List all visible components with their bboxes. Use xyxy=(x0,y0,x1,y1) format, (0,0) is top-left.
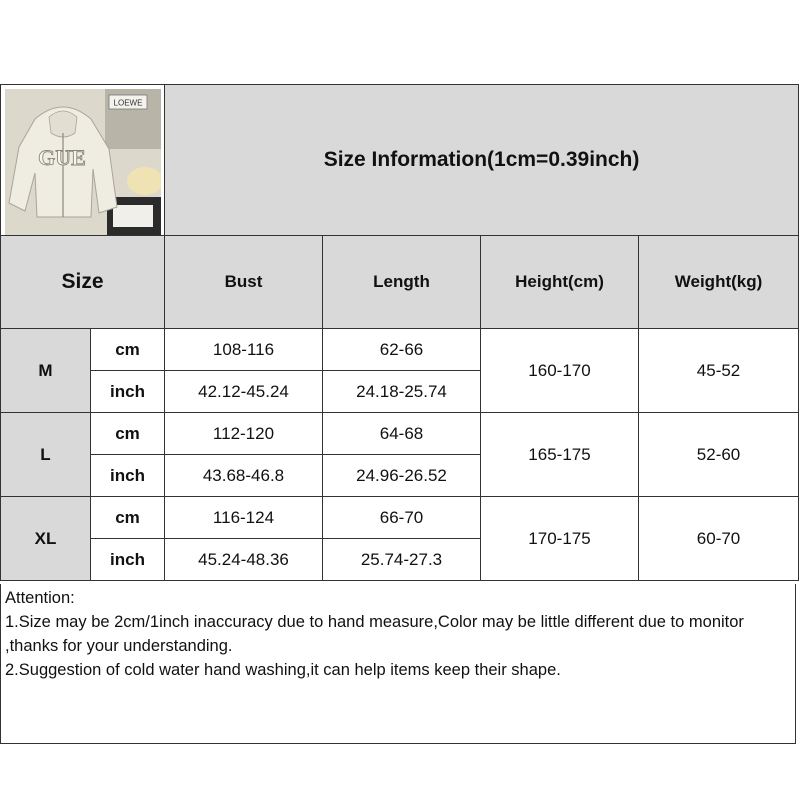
page-title: Size Information(1cm=0.39inch) xyxy=(165,85,799,236)
table-row-l-cm xyxy=(1,413,799,455)
bust-inch-cell: 42.12-45.24 xyxy=(165,371,323,413)
attention-line-2: 2.Suggestion of cold water hand washing,it can help items keep their shape. xyxy=(5,661,561,679)
attention-note xyxy=(0,584,796,744)
hoodie-letters: GUE xyxy=(38,145,86,170)
bust-cm-cell: 108-116 xyxy=(165,329,323,371)
product-photo xyxy=(5,89,161,235)
length-inch-cell: 24.18-25.74 xyxy=(323,371,481,413)
length-cm-cell: 64-68 xyxy=(323,413,481,455)
bust-inch-cell: 43.68-46.8 xyxy=(165,455,323,497)
height-cell: 165-175 xyxy=(481,413,639,497)
hoodie-photo-image xyxy=(5,89,161,235)
weight-cell: 45-52 xyxy=(639,329,799,413)
bust-inch-cell: 45.24-48.36 xyxy=(165,539,323,581)
height-cell: 160-170 xyxy=(481,329,639,413)
header-bust: Bust xyxy=(165,236,323,329)
size-label-l: L xyxy=(1,413,91,497)
attention-line-1: 1.Size may be 2cm/1inch inaccuracy due to hand measure,Color may be little different due to monitor ,thanks for your understanding. xyxy=(5,613,744,655)
weight-cell: 52-60 xyxy=(639,413,799,497)
unit-inch: inch xyxy=(91,539,165,581)
product-photo-cell xyxy=(1,85,165,236)
length-cm-cell: 66-70 xyxy=(323,497,481,539)
unit-inch: inch xyxy=(91,455,165,497)
length-inch-cell: 25.74-27.3 xyxy=(323,539,481,581)
bust-cm-cell: 116-124 xyxy=(165,497,323,539)
size-label-xl: XL xyxy=(1,497,91,581)
bust-cm-cell: 112-120 xyxy=(165,413,323,455)
table-row-m-cm xyxy=(1,329,799,371)
header-height: Height(cm) xyxy=(481,236,639,329)
length-inch-cell: 24.96-26.52 xyxy=(323,455,481,497)
unit-cm: cm xyxy=(91,497,165,539)
attention-heading: Attention: xyxy=(5,589,75,607)
size-chart xyxy=(0,84,798,581)
length-cm-cell: 62-66 xyxy=(323,329,481,371)
height-cell: 170-175 xyxy=(481,497,639,581)
header-size: Size xyxy=(1,236,165,329)
size-table xyxy=(0,84,799,581)
unit-cm: cm xyxy=(91,413,165,455)
table-row-xl-cm xyxy=(1,497,799,539)
brand-mark: LOEWE xyxy=(113,98,143,108)
unit-inch: inch xyxy=(91,371,165,413)
header-weight: Weight(kg) xyxy=(639,236,799,329)
size-label-m: M xyxy=(1,329,91,413)
unit-cm: cm xyxy=(91,329,165,371)
header-length: Length xyxy=(323,236,481,329)
weight-cell: 60-70 xyxy=(639,497,799,581)
